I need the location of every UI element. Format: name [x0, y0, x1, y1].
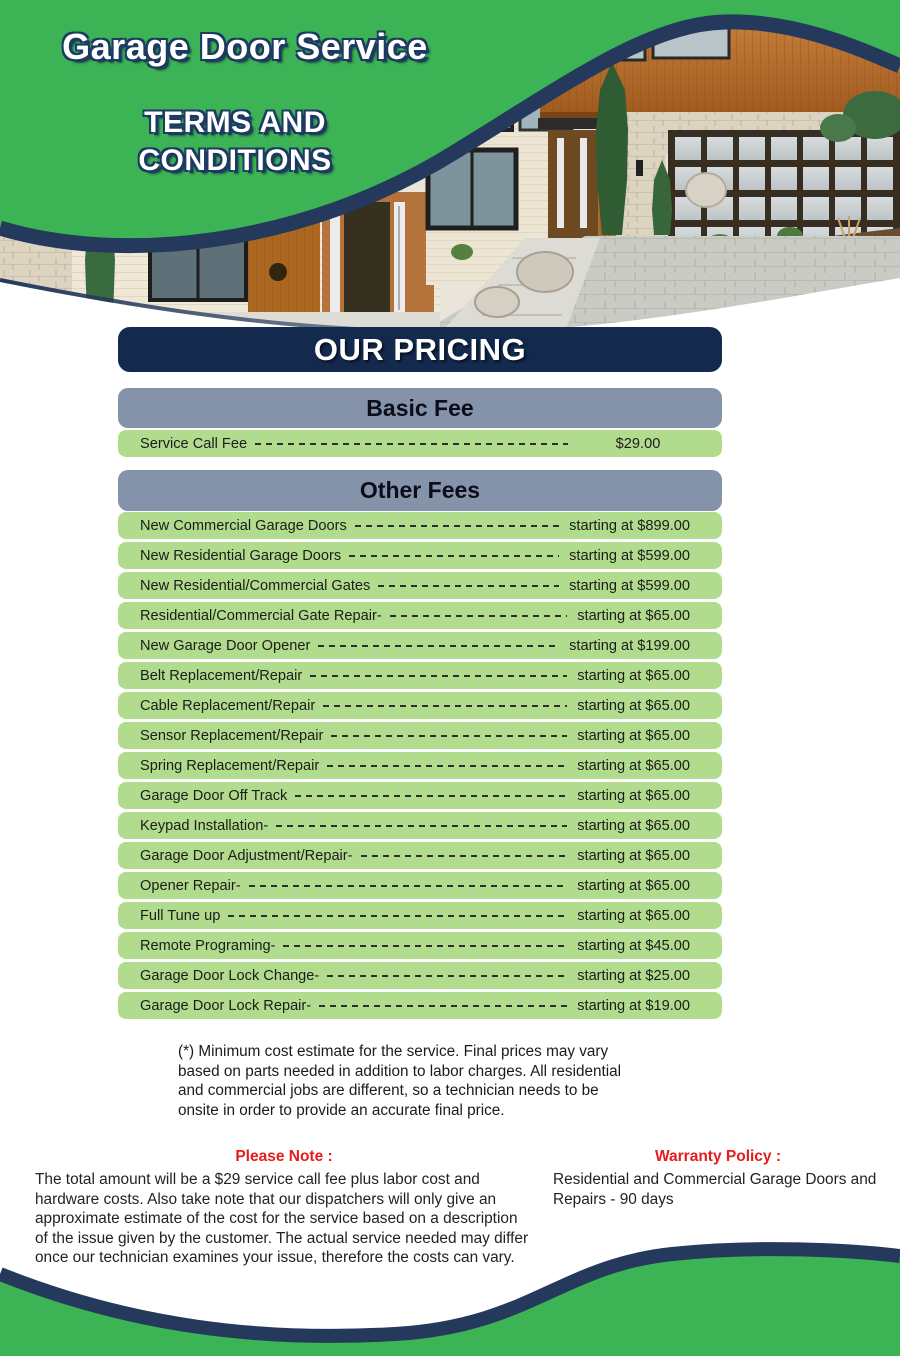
- fee-price: $29.00: [615, 435, 661, 452]
- fee-price: starting at $65.00: [577, 847, 690, 864]
- dash-leader: [331, 735, 567, 737]
- fee-label: Service Call Fee: [140, 435, 248, 452]
- dash-leader: [228, 915, 567, 917]
- fee-row-service-call: [118, 430, 722, 457]
- fee-price: starting at $65.00: [577, 877, 690, 894]
- basic-fee-heading: Basic Fee: [118, 388, 722, 428]
- fee-label: Garage Door Lock Repair-: [140, 997, 312, 1014]
- fee-label: Opener Repair-: [140, 877, 241, 894]
- our-pricing-banner: [118, 327, 722, 372]
- boulder: [475, 287, 519, 317]
- fee-label: Spring Replacement/Repair: [140, 757, 320, 774]
- page-title: Garage Door Service: [62, 26, 428, 67]
- dash-leader: [355, 525, 559, 527]
- fee-row: [118, 512, 722, 539]
- fee-row: [118, 752, 722, 779]
- fee-price: starting at $65.00: [577, 787, 690, 804]
- fee-price: starting at $19.00: [577, 997, 690, 1014]
- footer-wave: [0, 1226, 900, 1356]
- fee-price: starting at $65.00: [577, 757, 690, 774]
- fee-row: [118, 902, 722, 929]
- fee-label: New Commercial Garage Doors: [140, 517, 347, 534]
- fee-label: Remote Programing-: [140, 937, 276, 954]
- fee-row: [118, 992, 722, 1019]
- dash-leader: [349, 555, 559, 557]
- fee-label: Full Tune up: [140, 907, 221, 924]
- fee-price: starting at $65.00: [577, 697, 690, 714]
- our-pricing-label: OUR PRICING: [313, 331, 527, 367]
- dash-leader: [361, 855, 568, 857]
- fee-price: starting at $65.00: [577, 907, 690, 924]
- fee-row: [118, 932, 722, 959]
- wall-sconce: [636, 160, 643, 176]
- fee-price: starting at $65.00: [577, 817, 690, 834]
- footer-wave-graphic: [0, 1226, 900, 1356]
- fee-price: starting at $599.00: [569, 547, 690, 564]
- fee-label: Sensor Replacement/Repair: [140, 727, 324, 744]
- dash-leader: [310, 675, 567, 677]
- fee-label: Garage Door Lock Change-: [140, 967, 320, 984]
- fee-price: starting at $199.00: [569, 637, 690, 654]
- fee-label: Keypad Installation-: [140, 817, 269, 834]
- fee-label: New Residential Garage Doors: [140, 547, 342, 564]
- dash-leader: [255, 443, 568, 445]
- fee-label: Belt Replacement/Repair: [140, 667, 303, 684]
- fee-label: New Residential/Commercial Gates: [140, 577, 371, 594]
- fee-row: [118, 602, 722, 629]
- fee-row: [118, 872, 722, 899]
- dash-leader: [327, 765, 567, 767]
- fee-label: New Garage Door Opener: [140, 637, 311, 654]
- warranty-policy-heading: Warranty Policy :: [654, 1148, 782, 1165]
- fee-price: starting at $65.00: [577, 727, 690, 744]
- dash-leader: [283, 945, 567, 947]
- dash-leader: [319, 1005, 567, 1007]
- fee-price: starting at $899.00: [569, 517, 690, 534]
- left-entry-door: [344, 202, 390, 316]
- fee-price: starting at $25.00: [577, 967, 690, 984]
- boulder: [517, 252, 573, 292]
- fee-price: starting at $65.00: [577, 607, 690, 624]
- please-note-body: The total amount will be a $29 service call fee plus labor cost and hardware costs. Also take note that our dispatchers will only give an approximate estimate of the cost for the service based on a description of the issue given by the customer. The actual service needed may differ once our technician examines your issue, therefore the costs can vary.: [35, 1171, 529, 1267]
- fee-label: Garage Door Adjustment/Repair-: [140, 847, 353, 864]
- fee-row: [118, 572, 722, 599]
- hero-section: [0, 0, 900, 345]
- dash-leader: [295, 795, 567, 797]
- fee-row: [118, 962, 722, 989]
- dash-leader: [249, 885, 568, 887]
- fee-row: [118, 662, 722, 689]
- fee-row: [118, 692, 722, 719]
- other-fees-heading: Other Fees: [118, 470, 722, 511]
- fee-price: starting at $65.00: [577, 667, 690, 684]
- warranty-policy-body: Residential and Commercial Garage Doors and Repairs - 90 days: [553, 1171, 877, 1208]
- warranty-policy-section: [553, 1148, 883, 1209]
- fee-label: Garage Door Off Track: [140, 787, 288, 804]
- fee-row: [118, 782, 722, 809]
- dash-leader: [276, 825, 567, 827]
- dash-leader: [318, 645, 559, 647]
- dash-leader: [327, 975, 567, 977]
- dash-leader: [378, 585, 559, 587]
- fee-label: Residential/Commercial Gate Repair-: [140, 607, 382, 624]
- dash-leader: [390, 615, 568, 617]
- pricing-footnote: (*) Minimum cost estimate for the service. Final prices may vary based on parts needed in addition to labor charges. All residential and commercial jobs are different, so a technician needs to be onsite in order to provide an accurate final price.: [178, 1043, 622, 1119]
- fee-row: [118, 812, 722, 839]
- dash-leader: [323, 705, 567, 707]
- fee-row: [118, 632, 722, 659]
- please-note-heading: Please Note :: [235, 1148, 333, 1165]
- boulder: [686, 173, 726, 207]
- fee-label: Cable Replacement/Repair: [140, 697, 316, 714]
- fee-price: starting at $599.00: [569, 577, 690, 594]
- fee-row: [118, 722, 722, 749]
- fee-row: [118, 542, 722, 569]
- fee-row: [118, 842, 722, 869]
- terms-and-conditions-heading: TERMS AND CONDITIONS: [138, 106, 332, 177]
- panel-vent: [269, 263, 287, 281]
- fee-price: starting at $45.00: [577, 937, 690, 954]
- entry-door: [548, 130, 598, 238]
